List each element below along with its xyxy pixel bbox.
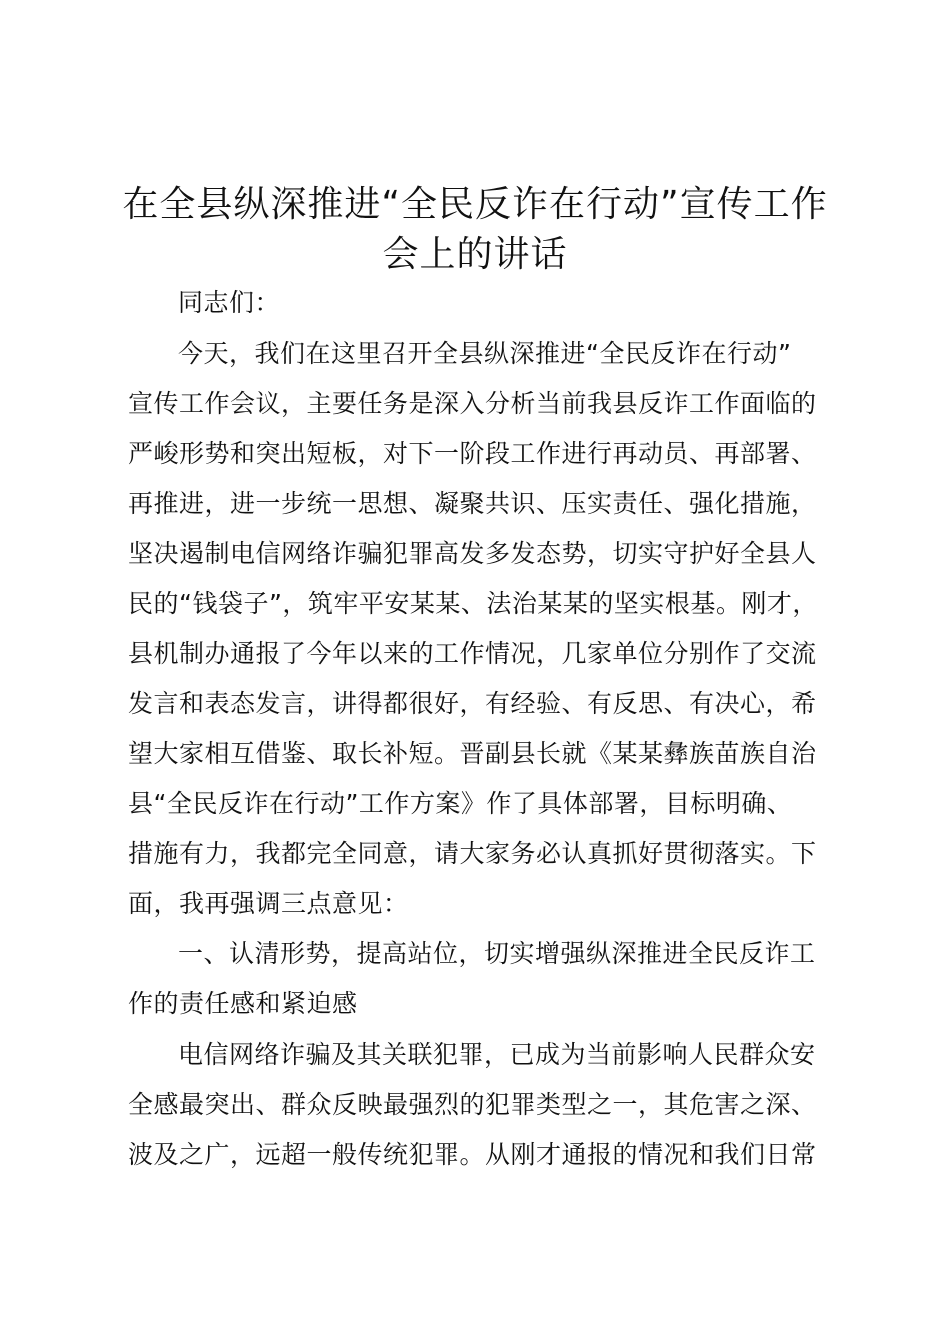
paragraph-line: 电信网络诈骗及其关联犯罪，已成为当前影响人民群众安 xyxy=(178,1040,816,1069)
paragraph-line: 面，我再强调三点意见： xyxy=(128,889,409,918)
paragraph-line: 发言和表态发言，讲得都很好，有经验、有反思、有决心，希 xyxy=(128,689,817,718)
paragraph-line: 宣传工作会议，主要任务是深入分析当前我县反诈工作面临的 xyxy=(128,389,817,418)
section-heading-line: 一、认清形势，提高站位，切实增强纵深推进全民反诈工 xyxy=(178,939,816,968)
paragraph-line: 波及之广，远超一般传统犯罪。从刚才通报的情况和我们日常 xyxy=(128,1140,817,1169)
paragraph-line: 民的“钱袋子”，筑牢平安某某、法治某某的坚实根基。刚才， xyxy=(128,589,818,618)
section-heading-line: 作的责任感和紧迫感 xyxy=(128,989,358,1018)
paragraph-line: 县机制办通报了今年以来的工作情况，几家单位分别作了交流 xyxy=(128,639,817,668)
paragraph-line: 县“全民反诈在行动”工作方案》作了具体部署，目标明确、 xyxy=(128,789,793,818)
paragraph-line: 全感最突出、群众反映最强烈的犯罪类型之一，其危害之深、 xyxy=(128,1090,817,1119)
paragraph-line: 措施有力，我都完全同意，请大家务必认真抓好贯彻落实。下 xyxy=(128,839,817,868)
paragraph-line: 望大家相互借鉴、取长补短。晋副县长就《某某彝族苗族自治 xyxy=(128,739,817,768)
document-title-line-2: 会上的讲话 xyxy=(382,234,568,275)
paragraph-line: 今天，我们在这里召开全县纵深推进“全民反诈在行动” xyxy=(178,339,792,368)
salutation: 同志们： xyxy=(178,288,281,317)
paragraph-line: 严峻形势和突出短板，对下一阶段工作进行再动员、再部署、 xyxy=(128,439,817,468)
paragraph-line: 再推进，进一步统一思想、凝聚共识、压实责任、强化措施， xyxy=(128,489,817,518)
document-title-line-1: 在全县纵深推进“全民反诈在行动”宣传工作 xyxy=(122,184,828,225)
paragraph-line: 坚决遏制电信网络诈骗犯罪高发多发态势，切实守护好全县人 xyxy=(128,539,817,568)
